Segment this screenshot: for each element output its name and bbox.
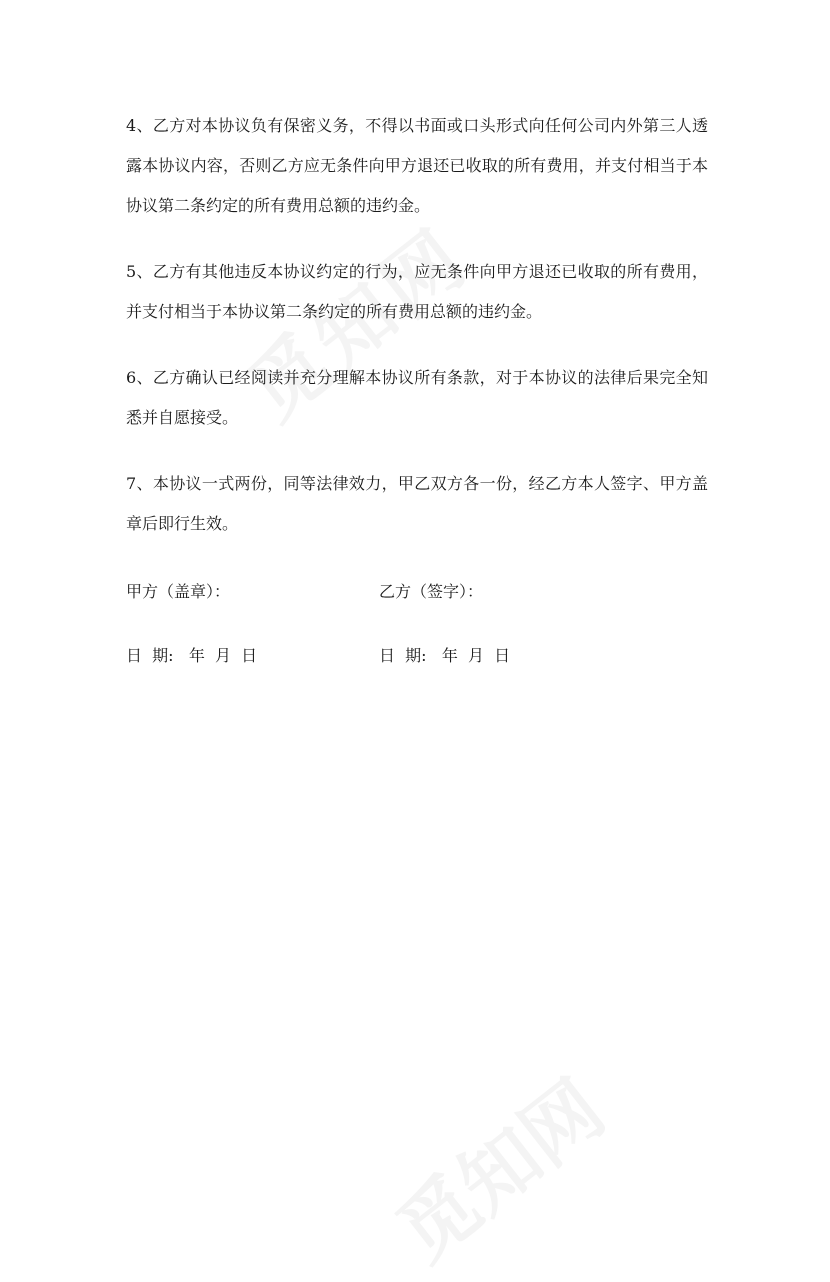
signature-row bbox=[126, 577, 708, 607]
date-row bbox=[126, 641, 708, 671]
clause-4: 4、乙方对本协议负有保密义务，不得以书面或口头形式向任何公司内外第三人透露本协议内容，否则乙方应无条件向甲方退还已收取的所有费用，并支付相当于本协议第二条约定的所有费用总额的违约金。 bbox=[126, 116, 708, 215]
party-b-sign-label: 乙方（签字）： bbox=[379, 582, 484, 601]
clause-5: 5、乙方有其他违反本协议约定的行为，应无条件向甲方退还已收取的所有费用，并支付相当于本协议第二条约定的所有费用总额的违约金。 bbox=[126, 262, 708, 321]
clauses-section bbox=[126, 106, 708, 570]
party-a-seal-label: 甲方（盖章）： bbox=[126, 582, 231, 601]
watermark-bottom bbox=[370, 1050, 623, 1282]
party-a-date: 日 期: 年 月 日 bbox=[126, 646, 258, 665]
party-b-date: 日 期: 年 月 日 bbox=[379, 646, 511, 665]
clause-6: 6、乙方确认已经阅读并充分理解本协议所有条款，对于本协议的法律后果完全知悉并自愿接受。 bbox=[126, 368, 708, 427]
clause-7: 7、本协议一式两份，同等法律效力，甲乙双方各一份，经乙方本人签字、甲方盖章后即行生效。 bbox=[126, 474, 708, 533]
